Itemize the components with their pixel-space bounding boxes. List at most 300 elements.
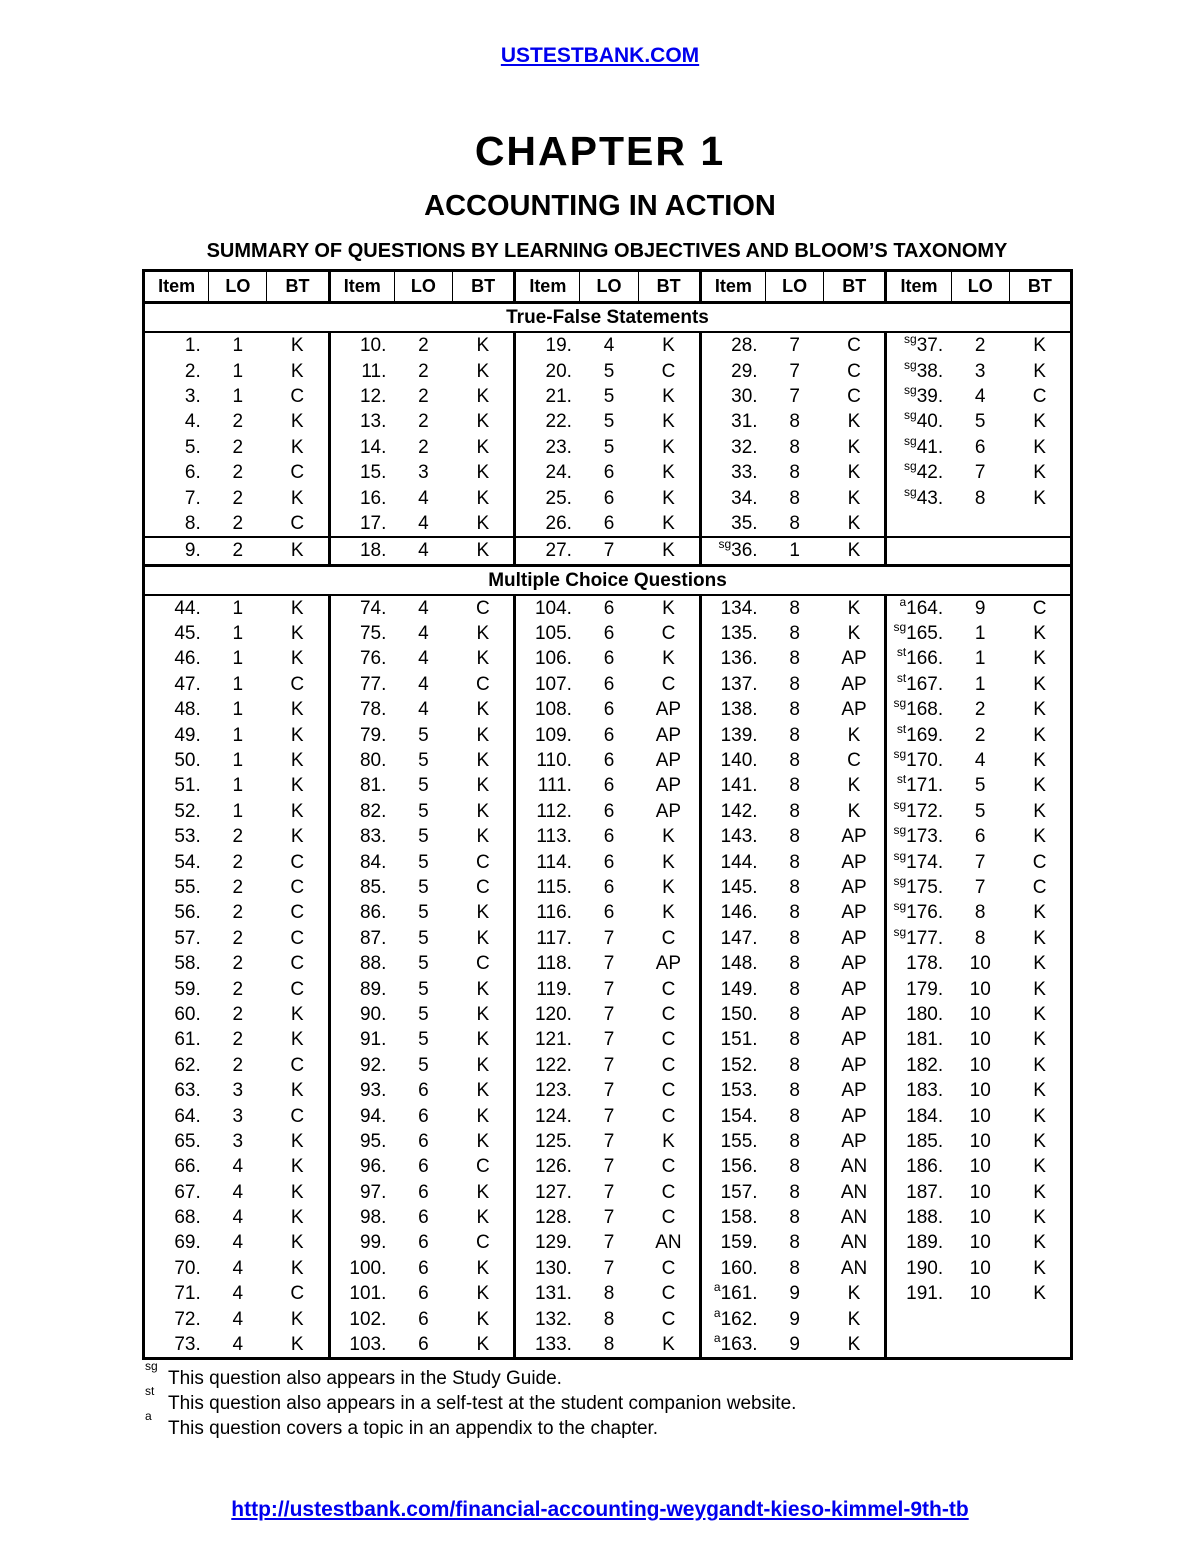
lo-cell: 10 — [969, 978, 991, 1000]
bt-cell: C — [661, 1283, 676, 1305]
lo-cell: 4 — [232, 1334, 244, 1356]
item-cell: 158. — [700, 1205, 765, 1230]
header-link[interactable] — [0, 44, 1200, 68]
item-cell: 70. — [174, 1257, 201, 1279]
item-cell: 105. — [515, 621, 580, 646]
lo-cell: 2 — [232, 487, 244, 509]
lo-cell: 6 — [603, 800, 615, 822]
bt-cell: AP — [655, 699, 682, 721]
item-cell: 104. — [515, 595, 580, 621]
item-cell: 95. — [329, 1129, 394, 1154]
item-cell: 59. — [174, 978, 201, 1000]
item-cell: 108. — [515, 697, 580, 722]
bt-cell: K — [476, 1003, 490, 1025]
bt-cell: K — [847, 623, 861, 645]
footnote-marker: sg — [904, 433, 917, 448]
table-row — [144, 1256, 1072, 1281]
bt-cell: AN — [655, 1232, 682, 1254]
item-cell: 153. — [700, 1078, 765, 1103]
lo-cell: 8 — [789, 1232, 800, 1254]
lo-cell: 10 — [969, 1181, 991, 1203]
item-cell: 11. — [329, 358, 394, 383]
lo-cell: 4 — [232, 1308, 244, 1330]
footnote-marker: sg — [893, 747, 907, 762]
bt-cell: K — [1033, 673, 1046, 695]
bt-cell: AP — [841, 877, 867, 898]
lo-cell: 6 — [603, 699, 615, 721]
bt-cell: K — [1033, 1156, 1046, 1178]
bt-cell: C — [475, 597, 490, 619]
lo-cell: 4 — [232, 1283, 244, 1305]
table-row — [144, 1002, 1072, 1027]
bt-cell: K — [290, 1232, 304, 1254]
lo-cell: 5 — [974, 775, 986, 797]
lo-cell: 8 — [789, 902, 800, 924]
bt-cell: K — [1033, 1257, 1046, 1279]
bt-cell: C — [475, 1232, 490, 1254]
item-cell — [886, 1332, 951, 1359]
product-url-link[interactable]: http://ustestbank.com/financial-accounting-weygandt-kieso-kimmel-9th-tb — [231, 1498, 969, 1521]
column-header-lo: LO — [394, 271, 452, 303]
bt-cell: AN — [840, 1232, 868, 1254]
item-cell: 62. — [174, 1054, 201, 1076]
bt-cell: K — [1033, 1003, 1046, 1025]
item-cell: 7. — [184, 487, 201, 509]
bt-cell: K — [476, 385, 490, 407]
summary-title: SUMMARY OF QUESTIONS BY LEARNING OBJECTIVES AND BLOOM’S TAXONOMY — [206, 240, 1008, 262]
lo-cell: 2 — [232, 436, 244, 458]
lo-cell: 8 — [789, 1156, 800, 1178]
bt-cell: AN — [840, 1181, 868, 1203]
lo-cell: 6 — [418, 1156, 429, 1178]
table-row — [144, 1053, 1072, 1078]
lo-cell: 2 — [974, 335, 986, 357]
item-cell: 77. — [329, 672, 394, 697]
bt-cell: AP — [841, 648, 867, 670]
bt-cell: C — [475, 953, 490, 975]
table-row — [144, 460, 1072, 485]
bt-cell: K — [476, 724, 490, 746]
item-cell: $^a$161. — [700, 1281, 765, 1306]
item-cell: 5. — [184, 436, 201, 458]
lo-cell: 4 — [418, 673, 429, 695]
item-cell: 48. — [174, 699, 201, 721]
lo-cell: 4 — [232, 1257, 244, 1279]
bt-cell: K — [267, 537, 329, 565]
lo-cell: 7 — [603, 1207, 615, 1229]
bt-cell: AP — [655, 953, 682, 975]
column-header-bt: BT — [824, 271, 886, 303]
bt-cell: C — [290, 978, 305, 1000]
lo-cell: 1 — [232, 335, 244, 357]
bt-cell: K — [1033, 335, 1046, 357]
bt-cell: K — [290, 1029, 304, 1051]
lo-cell: 6 — [603, 597, 615, 619]
bt-cell: K — [290, 648, 304, 670]
lo-cell: 7 — [789, 360, 800, 382]
bt-cell: K — [1033, 462, 1046, 484]
bt-cell: K — [476, 1080, 490, 1102]
lo-cell: 8 — [789, 877, 800, 898]
item-cell: 117. — [515, 926, 580, 951]
lo-cell: 8 — [603, 1283, 615, 1305]
lo-cell: 2 — [232, 411, 244, 433]
footnote-marker: sg — [893, 797, 907, 812]
bt-cell: C — [1032, 877, 1047, 898]
bt-cell: C — [661, 1207, 676, 1229]
lo-cell: 8 — [603, 1308, 615, 1330]
item-cell: $^{sg}$174. — [886, 849, 951, 874]
item-cell: 64. — [174, 1105, 201, 1127]
item-cell — [886, 537, 951, 565]
bt-cell: K — [290, 1181, 304, 1203]
table-row — [144, 748, 1072, 773]
bt-cell: K — [290, 1257, 304, 1279]
item-cell: 3. — [184, 385, 201, 407]
item-cell: $^{sg}$177. — [886, 926, 951, 951]
bt-cell: K — [290, 597, 304, 619]
item-cell: 27. — [515, 537, 580, 565]
item-cell: 114. — [515, 849, 580, 874]
lo-cell: 10 — [969, 1207, 991, 1229]
item-cell: 135. — [700, 621, 765, 646]
item-cell: 69. — [174, 1232, 201, 1254]
lo-cell: 8 — [789, 512, 800, 534]
footnote-marker: sg — [893, 823, 907, 838]
lo-cell: 3 — [232, 1080, 244, 1102]
footnote-marker: sg — [893, 924, 907, 939]
lo-cell: 5 — [418, 978, 429, 1000]
item-cell: 109. — [515, 722, 580, 747]
bt-cell: AP — [841, 1054, 867, 1076]
bt-cell: K — [290, 1003, 304, 1025]
item-cell: 140. — [700, 748, 765, 773]
bt-cell: K — [476, 927, 490, 949]
lo-cell: 7 — [974, 851, 986, 873]
column-header-lo: LO — [580, 271, 638, 303]
lo-cell: 8 — [789, 978, 800, 1000]
bt-cell: K — [290, 699, 304, 721]
bt-cell: K — [1033, 902, 1046, 924]
bt-cell: K — [847, 1334, 861, 1356]
lo-cell: 5 — [418, 927, 429, 949]
bt-cell: K — [1033, 648, 1046, 670]
item-cell: 56. — [174, 902, 201, 924]
item-cell: 92. — [329, 1053, 394, 1078]
item-cell: 67. — [174, 1181, 201, 1203]
bt-cell: AP — [841, 927, 867, 949]
table-row — [144, 595, 1072, 621]
item-cell: 44. — [174, 597, 201, 619]
item-cell: 112. — [515, 799, 580, 824]
lo-cell: 1 — [232, 673, 244, 695]
item-cell: 32. — [700, 435, 765, 460]
lo-cell: 8 — [974, 927, 986, 949]
bt-cell: AN — [840, 1257, 868, 1279]
lo-cell: 5 — [418, 902, 429, 924]
bt-cell: K — [290, 775, 304, 797]
bt-cell: AP — [841, 902, 867, 924]
footer-link[interactable] — [0, 1498, 1200, 1522]
lo-cell: 10 — [969, 1029, 991, 1051]
lo-cell: 2 — [418, 436, 429, 458]
bt-cell: AP — [841, 826, 867, 848]
column-header-lo: LO — [951, 271, 1009, 303]
lo-cell: 5 — [418, 826, 429, 848]
bt-cell: C — [1032, 597, 1047, 619]
item-cell: 187. — [886, 1180, 951, 1205]
table-row — [144, 1306, 1072, 1331]
bt-cell: K — [290, 1156, 304, 1178]
lo-cell: 2 — [974, 699, 986, 721]
lo-cell: 5 — [603, 385, 615, 407]
lo-cell: 7 — [974, 877, 986, 898]
lo-cell: 6 — [603, 648, 615, 670]
item-cell: 181. — [886, 1027, 951, 1052]
item-cell: 148. — [700, 951, 765, 976]
item-cell: 1. — [184, 335, 201, 357]
bt-cell: K — [847, 597, 861, 619]
lo-cell: 2 — [232, 512, 244, 534]
lo-cell: 8 — [789, 1181, 800, 1203]
lo-cell: 6 — [603, 673, 615, 695]
bt-cell: K — [1033, 953, 1046, 975]
bt-cell: C — [475, 673, 490, 695]
bt-cell: K — [290, 1080, 304, 1102]
item-cell: 116. — [515, 900, 580, 925]
lo-cell: 2 — [209, 537, 267, 565]
bt-cell: K — [662, 1334, 675, 1356]
chapter-title: CHAPTER 1 — [474, 128, 726, 174]
bt-cell: K — [847, 487, 861, 509]
item-cell: $^{sg}$42. — [886, 460, 951, 485]
item-cell: 89. — [329, 976, 394, 1001]
lo-cell: 7 — [789, 335, 800, 357]
bt-cell — [1009, 537, 1071, 565]
lo-cell: 6 — [603, 724, 615, 746]
item-cell: 185. — [886, 1129, 951, 1154]
item-cell: 180. — [886, 1002, 951, 1027]
table-row — [144, 672, 1072, 697]
bt-cell: K — [476, 411, 490, 433]
bt-cell: C — [661, 1181, 676, 1203]
bt-cell: K — [662, 411, 675, 433]
bt-cell: C — [661, 978, 676, 1000]
summary-table-container — [142, 269, 1073, 1360]
chapter-subtitle: ACCOUNTING IN ACTION — [424, 190, 776, 222]
bt-cell: C — [290, 1105, 305, 1127]
table-row — [144, 799, 1072, 824]
item-cell: $^{sg}$40. — [886, 409, 951, 434]
item-cell: 118. — [515, 951, 580, 976]
lo-cell: 6 — [974, 826, 986, 848]
item-cell: 132. — [515, 1306, 580, 1331]
lo-cell: 7 — [603, 1156, 615, 1178]
lo-cell: 6 — [418, 1283, 429, 1305]
bt-cell: K — [290, 1308, 304, 1330]
lo-cell: 6 — [603, 512, 615, 534]
bt-cell: C — [475, 851, 490, 873]
item-cell: 9. — [144, 537, 209, 565]
item-cell: 60. — [174, 1003, 201, 1025]
item-cell: 103. — [329, 1332, 394, 1359]
bt-cell: K — [290, 800, 304, 822]
item-cell: 97. — [329, 1180, 394, 1205]
item-cell: 146. — [700, 900, 765, 925]
item-cell: 98. — [329, 1205, 394, 1230]
item-cell: 96. — [329, 1154, 394, 1179]
bt-cell: K — [476, 1283, 490, 1305]
lo-cell: 6 — [418, 1308, 429, 1330]
lo-cell: 6 — [418, 1334, 429, 1356]
item-cell: 54. — [174, 851, 201, 873]
lo-cell: 8 — [789, 436, 800, 458]
lo-cell: 8 — [789, 953, 800, 975]
lo-cell: 10 — [969, 1080, 991, 1102]
bt-cell: K — [1033, 1105, 1046, 1127]
lo-cell: 8 — [789, 800, 800, 822]
bt-cell: K — [847, 1308, 861, 1330]
footnote-marker: a — [713, 1331, 721, 1346]
item-cell: $^{sg}$172. — [886, 799, 951, 824]
bt-cell: C — [847, 750, 861, 772]
bt-cell: AP — [841, 1003, 867, 1025]
item-cell: $^{st}$166. — [886, 646, 951, 671]
item-cell: 71. — [174, 1283, 201, 1305]
column-header-bt: BT — [452, 271, 514, 303]
lo-cell: 7 — [580, 537, 638, 565]
lo-cell: 2 — [418, 411, 429, 433]
item-cell: 34. — [700, 485, 765, 510]
item-cell: 107. — [515, 672, 580, 697]
bt-cell: K — [1033, 699, 1046, 721]
lo-cell: 4 — [232, 1232, 244, 1254]
lo-cell: 8 — [789, 673, 800, 695]
item-cell: 141. — [700, 773, 765, 798]
footnote-marker: sg — [904, 332, 917, 347]
column-header-item: Item — [144, 271, 209, 303]
lo-cell: 10 — [969, 953, 991, 975]
item-cell: $^{st}$171. — [886, 773, 951, 798]
item-cell: 178. — [886, 951, 951, 976]
item-cell: 155. — [700, 1129, 765, 1154]
item-cell: 183. — [886, 1078, 951, 1103]
bt-cell: C — [290, 902, 305, 924]
item-cell: $^a$163. — [700, 1332, 765, 1359]
item-cell: 28. — [700, 332, 765, 358]
item-cell: 133. — [515, 1332, 580, 1359]
lo-cell: 5 — [418, 877, 429, 898]
bt-cell: K — [476, 1029, 490, 1051]
table-row — [144, 358, 1072, 383]
column-header-lo: LO — [766, 271, 824, 303]
item-cell: 72. — [174, 1308, 201, 1330]
bt-cell: K — [1033, 800, 1046, 822]
table-row — [144, 824, 1072, 849]
item-cell: 127. — [515, 1180, 580, 1205]
item-cell: 145. — [700, 875, 765, 900]
bt-cell: K — [1033, 1283, 1046, 1305]
lo-cell: 5 — [418, 800, 429, 822]
lo-cell: 8 — [789, 411, 800, 433]
bt-cell: K — [476, 1207, 490, 1229]
table-row — [144, 1027, 1072, 1052]
item-cell: 74. — [329, 595, 394, 621]
section-header-row — [144, 565, 1072, 595]
bt-cell: K — [476, 902, 490, 924]
footnote-marker: sg — [904, 382, 917, 397]
lo-cell: 1 — [974, 648, 986, 670]
column-header-item: Item — [886, 271, 951, 303]
item-cell: 19. — [515, 332, 580, 358]
bt-cell: C — [290, 1054, 305, 1076]
bt-cell: K — [1033, 1029, 1046, 1051]
lo-cell: 4 — [232, 1181, 244, 1203]
lo-cell: 1 — [232, 623, 244, 645]
bt-cell: K — [476, 750, 490, 772]
item-cell: 123. — [515, 1078, 580, 1103]
item-cell: 17. — [329, 511, 394, 537]
bt-cell: C — [661, 1029, 676, 1051]
bt-cell: K — [476, 1257, 490, 1279]
lo-cell: 8 — [789, 462, 800, 484]
bt-cell: C — [661, 1105, 676, 1127]
item-cell: 80. — [329, 748, 394, 773]
item-cell: $^{sg}$173. — [886, 824, 951, 849]
bt-cell: K — [476, 512, 490, 534]
lo-cell: 9 — [789, 1283, 800, 1305]
bt-cell: AP — [655, 750, 682, 772]
lo-cell — [951, 1306, 1009, 1331]
bt-cell: K — [824, 537, 886, 565]
item-cell: 151. — [700, 1027, 765, 1052]
item-cell: 100. — [329, 1256, 394, 1281]
lo-cell: 8 — [789, 1080, 800, 1102]
bt-cell: AP — [841, 851, 867, 873]
item-cell: 79. — [329, 722, 394, 747]
lo-cell: 7 — [603, 1054, 615, 1076]
bt-cell: C — [290, 385, 305, 407]
bt-cell: K — [290, 335, 304, 357]
lo-cell — [951, 537, 1009, 565]
bt-cell: K — [476, 1181, 490, 1203]
bt-cell: C — [661, 1308, 676, 1330]
bt-cell: C — [290, 877, 305, 898]
lo-cell: 8 — [789, 1029, 800, 1051]
bt-cell: C — [661, 1003, 676, 1025]
lo-cell: 1 — [232, 724, 244, 746]
footnote-marker: sg — [904, 408, 917, 423]
item-cell: 75. — [329, 621, 394, 646]
item-cell: 93. — [329, 1078, 394, 1103]
lo-cell: 1 — [766, 537, 824, 565]
item-cell: 120. — [515, 1002, 580, 1027]
section-title: True-False Statements — [144, 303, 1072, 333]
footnote-marker: st — [896, 721, 907, 736]
bt-cell: K — [290, 1334, 304, 1356]
lo-cell: 8 — [789, 927, 800, 949]
ustestbank-link[interactable]: USTESTBANK.COM — [500, 44, 700, 67]
item-cell: 130. — [515, 1256, 580, 1281]
item-cell: 188. — [886, 1205, 951, 1230]
bt-cell: K — [847, 411, 861, 433]
bt-cell: K — [290, 750, 304, 772]
bt-cell — [1009, 511, 1071, 537]
bt-cell: K — [847, 512, 861, 534]
lo-cell: 4 — [418, 597, 429, 619]
item-cell: 138. — [700, 697, 765, 722]
item-cell: 61. — [174, 1029, 201, 1051]
